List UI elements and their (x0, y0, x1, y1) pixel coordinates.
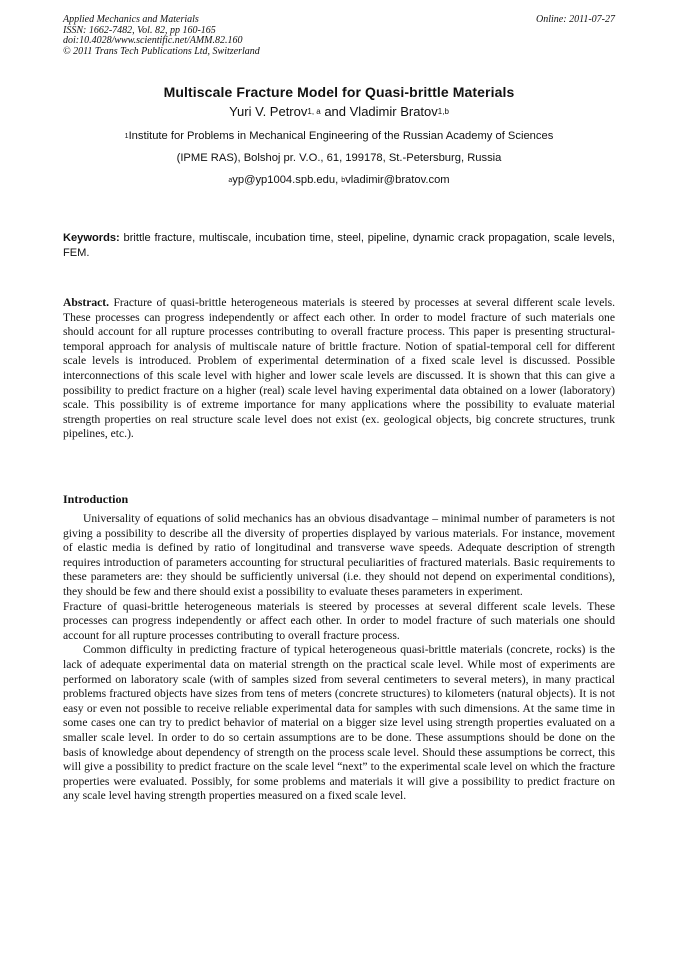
author-1: Yuri V. Petrov (229, 104, 308, 119)
affiliation-line-2: (IPME RAS), Bolshoj pr. V.O., 61, 199178, St.-Petersburg, Russia (176, 152, 502, 164)
author-2: Vladimir Bratov (349, 104, 438, 119)
author-1-superscript: 1, a (307, 107, 321, 116)
email-a: yp@yp1004.spb.edu, (232, 174, 342, 186)
paragraph: Common difficulty in predicting fracture of typical heterogeneous quasi-brittle materials (concrete, rocks) is the lack of adequate experimental data on material strength on the practical scale level. While most of experiments are performed on laboratory scale (with of samples sized from several centimeters to several meters), in many practical problems fractured objects have sizes from tens of meters (concrete structures) to kilometers (natural objects). It is not easy or even not possible to receive reliable experimental data for samples with such dimensions. At the same time in some cases one can try to predict behavior of material on a bigger size level using strength properties evaluated on a smaller scale level. In order to do so certain assumptions are to be done. These assumptions should be done on the basis of knowledge about dependency of strength on the process scale level. Should these assumptions be correct, this will give a possibility to predict fracture on the scale level “next” to the experimental scale level on which the fracture properties were evaluated. Possibly, for some problems and materials it will give a possibility to predict fracture on any scale level having strength properties measured on a fixed scale level. (63, 643, 615, 803)
email-a-superscript: a (228, 177, 233, 184)
paper-title: Multiscale Fracture Model for Quasi-brittle Materials (163, 84, 515, 100)
journal-doi: doi:10.4028/www.scientific.net/AMM.82.160 (63, 35, 243, 46)
journal-copyright: © 2011 Trans Tech Publications Ltd, Switzerland (63, 45, 260, 57)
online-date: Online: 2011-07-27 (536, 14, 615, 25)
abstract-text: Fracture of quasi-brittle heterogeneous materials is steered by processes at several different scale levels. These processes can progress independently or affect each other. In order to model fracture of such materials one should account for all rupture processes contributing to overall fracture process. This paper is presenting structural-temporal approach for analysis of multiscale nature of brittle fracture. Notion of spatial-temporal cell for different scale levels is introduced. Problem of experimental determination of a fixed scale level is discussed. Possible interconnections of this scale level with higher and lower scale levels are discussed. It is shown that this can give a possibility to predict fracture on a higher (real) scale level having experimental data obtained on a lower (laboratory) scale. This possibility is of extreme importance for many applications where the possibility to evaluate material strength properties on real structure scale level does not exist (ex. geological objects, big concrete structures, trunk pipelines, etc.). (63, 296, 615, 441)
journal-issn: ISSN: 1662-7482, Vol. 82, pp 160-165 (63, 24, 216, 36)
keywords (63, 231, 615, 261)
email-b-superscript: b (341, 177, 346, 184)
journal-meta (63, 15, 260, 57)
author-conjunction: and (320, 104, 350, 119)
abstract (63, 296, 615, 442)
author-line (0, 104, 678, 119)
affiliation-superscript: 1 (124, 133, 129, 140)
affiliation-institute: Institute for Problems in Mechanical Engineering of the Russian Academy of Sciences (128, 130, 554, 142)
keywords-text: brittle fracture, multiscale, incubation time, steel, pipeline, dynamic crack propagation, scale levels, FEM. (63, 232, 615, 259)
email-line (0, 174, 678, 186)
email-b: vladimir@bratov.com (345, 174, 450, 186)
paragraph: Universality of equations of solid mechanics has an obvious disadvantage – minimal number of parameters is not giving a possibility to describe all the diversity of properties displayed by various materials. For instance, movement of elastic media is defined by ratio of longitudinal and transverse wave speeds. Adequate description of strength requires introduction of parameters accounting for structural peculiarities of fractured materials. Basic requirements to these parameters are: they should be sufficiently universal (i.e. they should not depend on experimental conditions), they should be few and there should exist a possibility to evaluate theses parameters in experiment. (63, 512, 615, 598)
journal-name: Applied Mechanics and Materials (63, 14, 199, 25)
introduction-body (63, 512, 615, 804)
paragraph: Fracture of quasi-brittle heterogeneous materials is steered by processes at several different scale levels. These processes can progress independently or affect each other. In order to model fracture of such materials one should account for all rupture processes contributing to overall fracture process. (63, 599, 615, 642)
abstract-label: Abstract. (63, 296, 110, 309)
author-2-superscript: 1,b (437, 107, 449, 116)
section-heading-introduction: Introduction (63, 492, 129, 506)
affiliation-line-1 (0, 130, 678, 142)
keywords-label: Keywords: (63, 232, 120, 244)
